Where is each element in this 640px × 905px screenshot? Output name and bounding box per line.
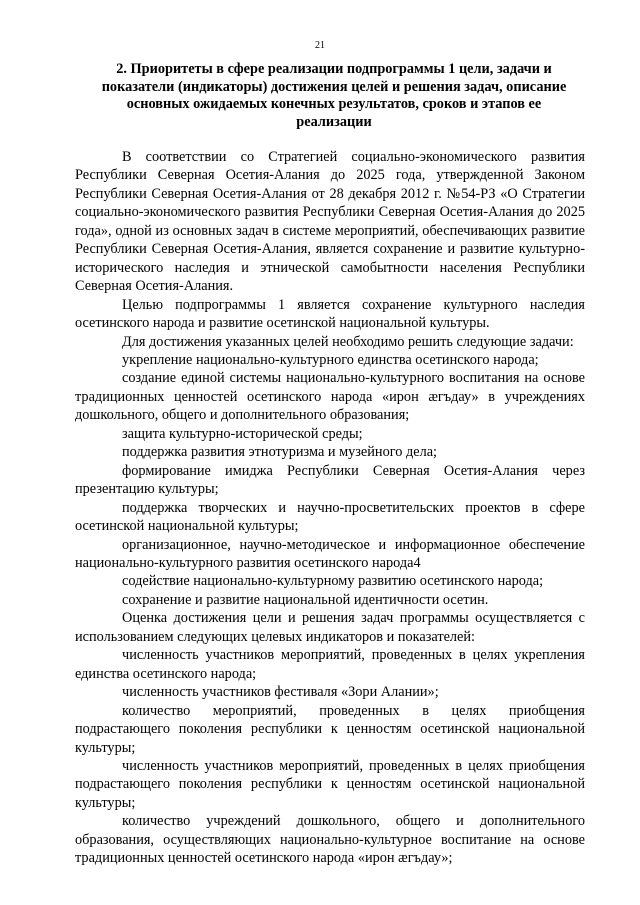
indicator-item: численность участников фестиваля «Зори Алании»; (122, 684, 439, 701)
body-text (75, 148, 585, 868)
page-number: 21 (315, 40, 325, 51)
section-heading: 2. Приоритеты в сфере реализации подпрограммы 1 цели, задачи и показатели (индикаторы) достижения целей и решения задач, описание основных ожидаемых конечных результатов, сроков и этапов ее реализации (101, 61, 567, 130)
paragraph-goal: Целью подпрограммы 1 является сохранение культурного наследия осетинского народа и развитие осетинской национальной культуры. (75, 296, 585, 332)
paragraph-tasks-intro: Для достижения указанных целей необходимо решить следующие задачи: (122, 333, 574, 350)
task-item: создание единой системы национально-культурного воспитания на основе традиционных ценностей осетинского народа «ирон æгъдау» в учреждениях дошкольного, общего и дополнительного образования; (75, 370, 585, 424)
task-item: содействие национально-культурному развитию осетинского народа; (122, 573, 544, 590)
task-item: защита культурно-исторической среды; (122, 425, 363, 442)
task-item: сохранение и развитие национальной идентичности осетин. (122, 591, 489, 608)
paragraph-indicators-intro: Оценка достижения цели и решения задач программы осуществляется с использованием следующих целевых индикаторов и показателей: (75, 610, 585, 645)
task-item: укрепление национально-культурного единства осетинского народа; (122, 351, 539, 368)
task-item: организационное, научно-методическое и информационное обеспечение национально-культурного развития осетинского народа4 (75, 536, 585, 571)
indicator-item: численность участников мероприятий, проведенных в целях приобщения подрастающего поколения республики к ценностям осетинской национальной культуры; (75, 757, 585, 811)
indicator-item: количество мероприятий, проведенных в целях приобщения подрастающего поколения республики к ценностям осетинской национальной культуры; (75, 702, 585, 756)
indicator-item: численность участников мероприятий, проведенных в целях укрепления единства осетинского народа; (75, 647, 585, 682)
paragraph-strategy: В соответствии со Стратегией социально-экономического развития Республики Северная Осетия-Алания до 2025 года, утвержденной Законом Республики Северная Осетия-Алания от 28 декабря 2012 г. №54-РЗ «О Стратегии социально-экономического развития Республики Северная Осетия-Алания до 2025 года», одной из основных задач в системе мероприятий, обеспечивающих развитие Республики Северная Осетия-Алания, является сохранение и развитие культурно-исторического наследия и этнической самобытности населения Республики Северная Осетия-Алания. (75, 149, 585, 295)
task-item: формирование имиджа Республики Северная Осетия-Алания через презентацию культуры; (75, 462, 585, 498)
task-item: поддержка творческих и научно-просветительских проектов в сфере осетинской национальной культуры; (75, 499, 585, 535)
indicator-item: количество учреждений дошкольного, общего и дополнительного образования, осуществляющих национально-культурное воспитание на основе традиционных ценностей осетинского народа «ирон æгъдау»; (75, 813, 585, 867)
task-item: поддержка развития этнотуризма и музейного дела; (122, 444, 438, 461)
